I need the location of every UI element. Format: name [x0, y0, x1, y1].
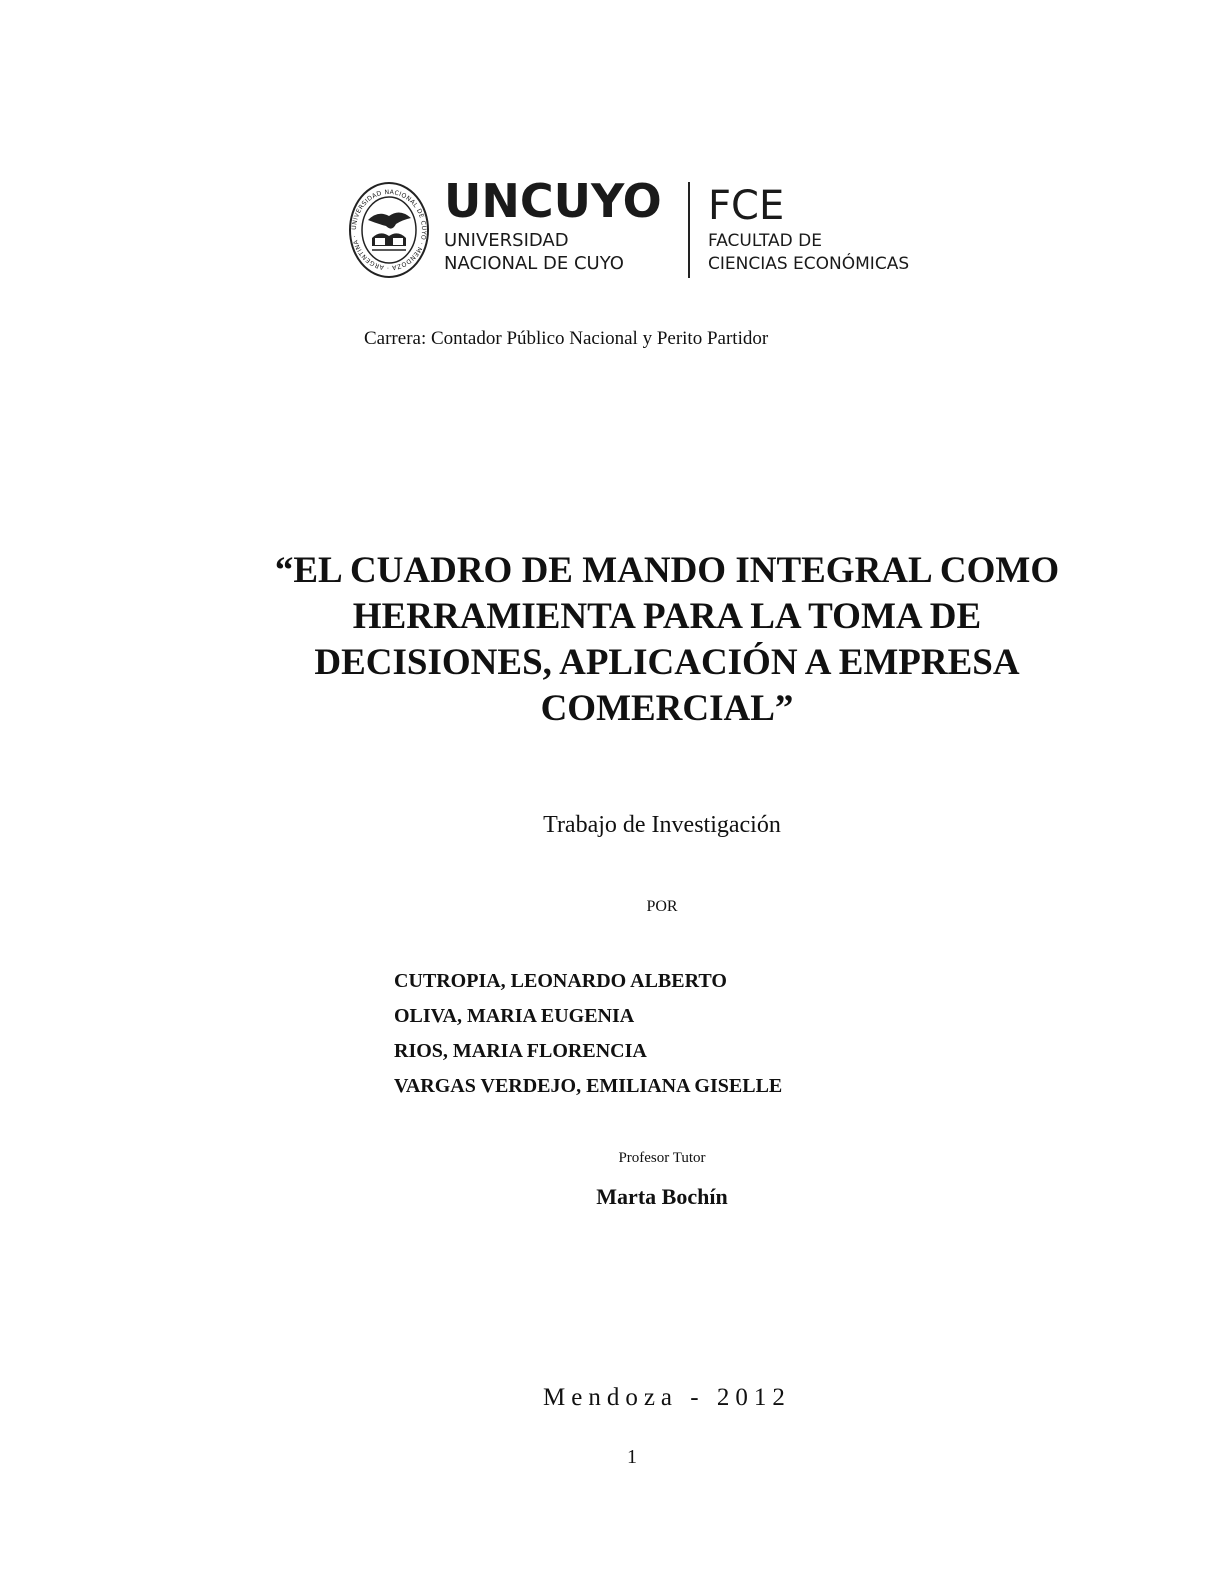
- university-name-line1: UNIVERSIDAD: [444, 230, 569, 251]
- title-line-4: COMERCIAL”: [540, 688, 794, 729]
- title-line-1: “EL CUADRO DE MANDO INTEGRAL COMO: [274, 550, 1060, 591]
- page-number: 1: [627, 1446, 637, 1468]
- document-title: [200, 548, 1134, 732]
- author-2: OLIVA, MARIA EUGENIA: [394, 1005, 635, 1027]
- university-name-line2: NACIONAL DE CUYO: [444, 253, 624, 274]
- faculty-name-line2: CIENCIAS ECONÓMICAS: [708, 254, 910, 274]
- faculty-name-line1: FACULTAD DE: [708, 231, 823, 251]
- author-3: RIOS, MARIA FLORENCIA: [394, 1040, 647, 1062]
- tutor-name: Marta Bochín: [596, 1184, 728, 1209]
- university-seal-logo: [348, 180, 430, 280]
- title-line-3: DECISIONES, APLICACIÓN A EMPRESA: [314, 642, 1020, 683]
- author-list: [394, 964, 782, 1104]
- author-1: CUTROPIA, LEONARDO ALBERTO: [394, 970, 727, 992]
- career-line: Carrera: Contador Público Nacional y Perito Partidor: [364, 328, 769, 349]
- place-and-year: Mendoza - 2012: [543, 1384, 791, 1411]
- document-type: Trabajo de Investigación: [543, 812, 781, 838]
- tutor-label: Profesor Tutor: [618, 1150, 706, 1166]
- author-4: VARGAS VERDEJO, EMILIANA GISELLE: [394, 1075, 783, 1097]
- por-label: POR: [646, 898, 678, 915]
- svg-text:UNIVERSIDAD NACIONAL DE CUYO ·: UNIVERSIDAD NACIONAL DE CUYO · MENDOZA · ARGENTINA ·: [350, 188, 428, 272]
- uncuyo-wordmark: UNCUYO: [444, 174, 662, 228]
- title-line-2: HERRAMIENTA PARA LA TOMA DE: [352, 596, 982, 637]
- logo-divider: [688, 182, 690, 278]
- fce-wordmark: FCE: [708, 183, 785, 229]
